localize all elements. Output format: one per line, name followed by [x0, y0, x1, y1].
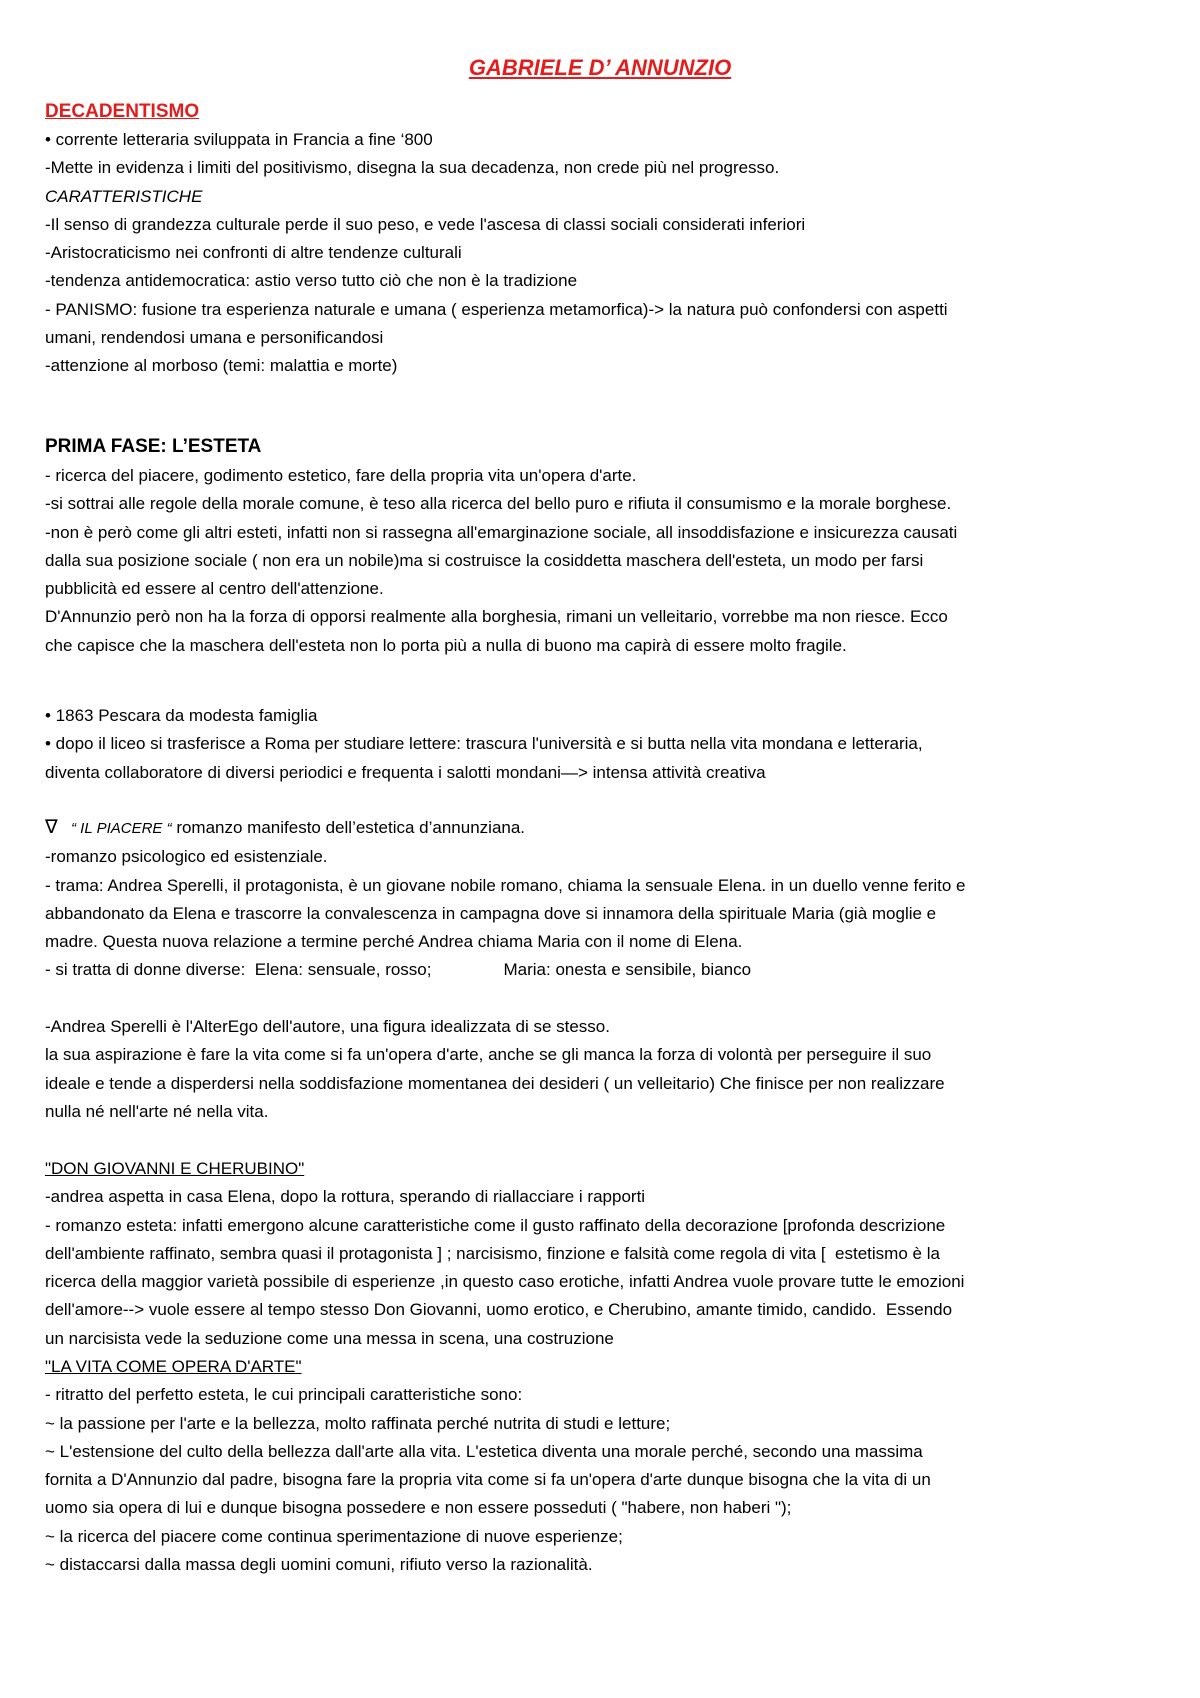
subheading: CARATTERISTICHE	[45, 186, 203, 206]
text-line	[45, 814, 1160, 843]
section-prima-fase	[45, 432, 1160, 660]
text-fragment: Maria: onesta e sensibile, bianco	[503, 960, 752, 980]
text-line: uomo sia opera di lui e dunque bisogna possedere e non essere posseduti ( "habere, non haberi ");	[45, 1498, 792, 1518]
text-line: dell'ambiente raffinato, sembra quasi il protagonista ] ; narcisismo, finzione e falsità come regola di vita [ estetismo è la	[45, 1243, 940, 1263]
section-heading: PRIMA FASE: L’ESTETA	[45, 436, 262, 457]
text-line	[45, 956, 1160, 984]
text-fragment: romanzo manifesto dell’estetica d’annunziana.	[171, 818, 526, 837]
text-line: ~ distaccarsi dalla massa degli uomini comuni, rifiuto verso la razionalità.	[45, 1555, 593, 1575]
section-biography	[45, 702, 1160, 787]
text-line: -Aristocraticismo nei confronti di altre tendenze culturali	[45, 243, 462, 263]
text-line: la sua aspirazione è fare la vita come si fa un'opera d'arte, anche se gli manca la forza di volontà per perseguire il suo	[45, 1045, 932, 1065]
section-alterego	[45, 1013, 1160, 1126]
text-line: diventa collaboratore di diversi periodici e frequenta i salotti mondani—> intensa attività creativa	[45, 762, 766, 782]
text-line: -Mette in evidenza i limiti del positivismo, disegna la sua decadenza, non crede più nel progresso.	[45, 158, 780, 178]
text-fragment: - si tratta di donne diverse: Elena: sensuale, rosso;	[45, 960, 432, 980]
text-line: • 1863 Pescara da modesta famiglia	[45, 706, 318, 725]
text-line: ~ la ricerca del piacere come continua sperimentazione di nuove esperienze;	[45, 1526, 623, 1546]
text-line: -si sottrai alle regole della morale comune, è teso alla ricerca del bello puro e rifiuta il consumismo e la morale borghese.	[45, 494, 952, 514]
text-line: -andrea aspetta in casa Elena, dopo la rottura, sperando di riallacciare i rapporti	[45, 1187, 646, 1207]
text-line: ~ L'estensione del culto della bellezza dall'arte alla vita. L'estetica diventa una morale perché, secondo una massima	[45, 1441, 923, 1461]
text-line: -attenzione al morboso (temi: malattia e morte)	[45, 356, 398, 376]
text-line: ideale e tende a disperdersi nella soddisfazione momentanea dei desideri ( un velleitario) Che finisce per non realizzare	[45, 1073, 945, 1093]
text-line: ricerca della maggior varietà possibile di esperienze ,in questo caso erotiche, infatti Andrea vuole provare tutte le emozioni	[45, 1272, 965, 1292]
text-line: madre. Questa nuova relazione a termine perché Andrea chiama Maria con il nome di Elena.	[45, 932, 743, 952]
text-line: D'Annunzio però non ha la forza di opporsi realmente alla borghesia, rimani un velleitario, vorrebbe ma non riesce. Ecco	[45, 607, 948, 627]
text-line: pubblicità ed essere al centro dell'attenzione.	[45, 579, 384, 599]
text-line: dell'amore--> vuole essere al tempo stesso Don Giovanni, uomo erotico, e Cherubino, amante timido, candido. Essendo	[45, 1300, 953, 1320]
text-line: - PANISMO: fusione tra esperienza naturale e umana ( esperienza metamorfica)-> la natura può confondersi con aspetti	[45, 299, 948, 319]
text-line: - ritratto del perfetto esteta, le cui principali caratteristiche sono:	[45, 1385, 523, 1405]
text-line: -non è però come gli altri esteti, infatti non si rassegna all'emarginazione sociale, all insoddisfazione e insicurezza causati	[45, 522, 958, 542]
section-heading: "LA VITA COME OPERA D'ARTE"	[45, 1357, 302, 1376]
text-line: • corrente letteraria sviluppata in Francia a fine ‘800	[45, 130, 433, 149]
section-heading: DECADENTISMO	[45, 101, 200, 122]
text-line: nulla né nell'arte né nella vita.	[45, 1101, 269, 1121]
text-line: -Il senso di grandezza culturale perde il suo peso, e vede l'ascesa di classi sociali considerati inferiori	[45, 214, 806, 234]
text-line: dalla sua posizione sociale ( non era un nobile)ma si costruisce la cosiddetta maschera dell'esteta, un modo per farsi	[45, 550, 924, 570]
text-line: -tendenza antidemocratica: astio verso tutto ciò che non è la tradizione	[45, 271, 578, 291]
text-line: - trama: Andrea Sperelli, il protagonista, è un giovane nobile romano, chiama la sensuale Elena. in un duello venne ferito e	[45, 875, 966, 895]
section-decadentismo	[45, 98, 1160, 381]
section-il-piacere	[45, 814, 1160, 985]
text-line: -Andrea Sperelli è l'AlterEgo dell'autore, una figura idealizzata di se stesso.	[45, 1017, 610, 1036]
text-line: - romanzo esteta: infatti emergono alcune caratteristiche come il gusto raffinato della decorazione [profonda descrizione	[45, 1215, 946, 1235]
section-heading: "DON GIOVANNI E CHERUBINO"	[45, 1159, 305, 1178]
document-title: GABRIELE D’ ANNUNZIO	[468, 55, 732, 80]
text-line: - ricerca del piacere, godimento estetico, fare della propria vita un'opera d'arte.	[45, 466, 637, 485]
section-vita-opera-arte	[45, 1353, 1160, 1579]
text-line: fornita a D'Annunzio dal padre, bisogna fare la propria vita come si fa un'opera d'arte dunque bisogna che la vita di un	[45, 1470, 931, 1490]
text-line: -romanzo psicologico ed esistenziale.	[45, 847, 328, 867]
text-line: un narcisista vede la seduzione come una messa in scena, una costruzione	[45, 1328, 614, 1348]
nabla-icon: ∇	[45, 817, 58, 838]
text-line: • dopo il liceo si trasferisce a Roma per studiare lettere: trascura l'università e si butta nella vita mondana e letteraria,	[45, 734, 923, 754]
section-don-giovanni	[45, 1155, 1160, 1353]
work-title: “ IL PIACERE “	[71, 820, 172, 837]
text-line: abbandonato da Elena e trascorre la convalescenza in campagna dove si innamora della spirituale Maria (già moglie e	[45, 903, 937, 923]
text-line: umani, rendendosi umana e personificandosi	[45, 328, 384, 348]
text-line: che capisce che la maschera dell'esteta non lo porta più a nulla di buono ma capirà di essere molto fragile.	[45, 635, 847, 655]
text-line: ~ la passione per l'arte e la bellezza, molto raffinata perché nutrita di studi e letture;	[45, 1413, 671, 1433]
